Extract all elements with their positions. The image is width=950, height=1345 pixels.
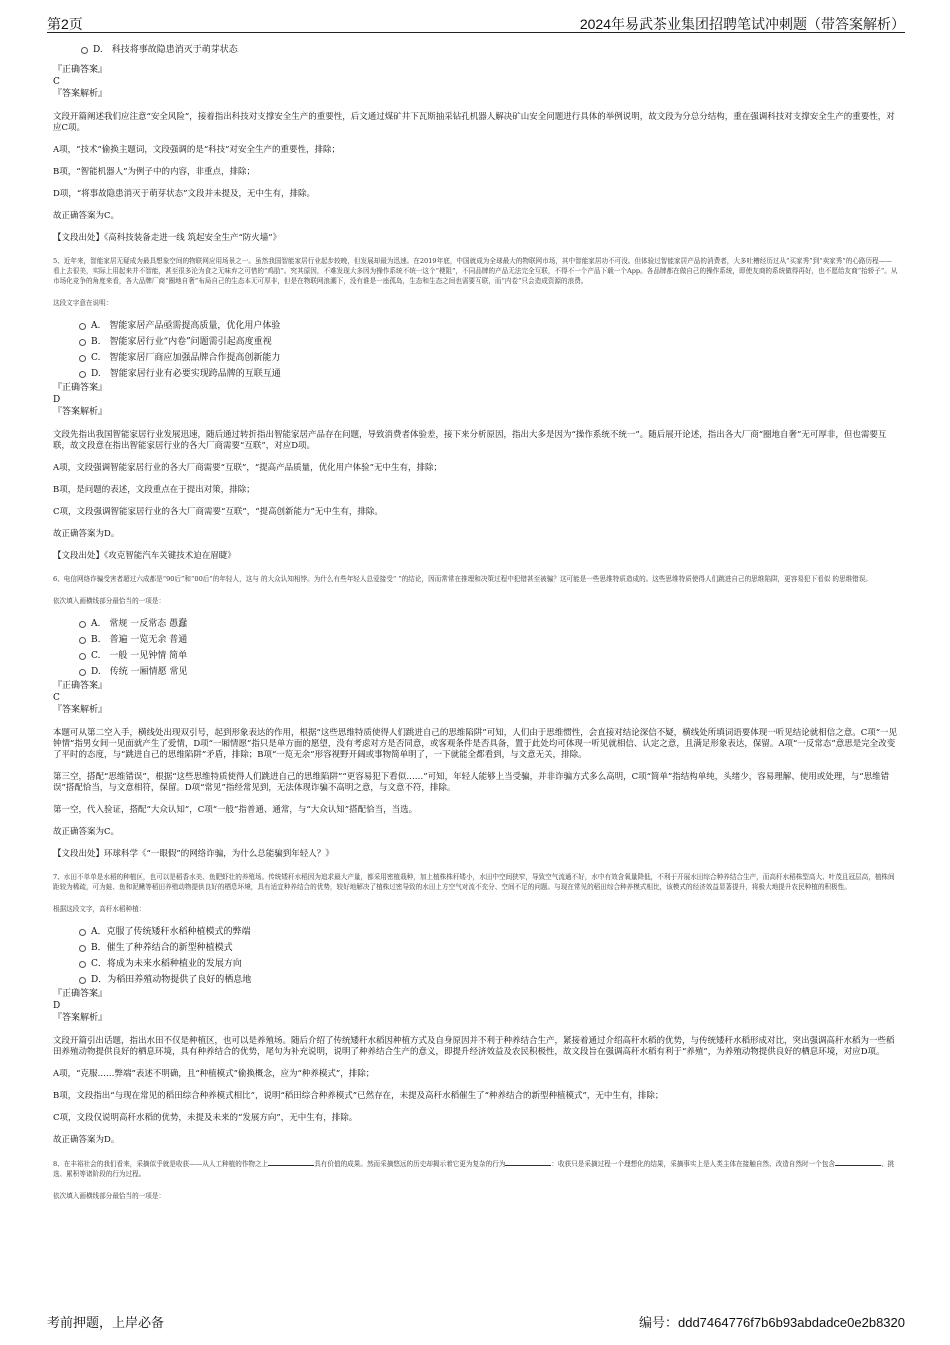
analysis-option-a: A项，“克服……弊端”表述不明确，且“种植模式”偷换概念，应为“种养模式”，排除； — [53, 1069, 375, 1079]
question-text-part: 、挑选、累积等诸阶段的行为过程。 — [53, 1160, 895, 1178]
option-label: B．催生了种养结合的新型种植模式 — [91, 943, 233, 953]
option-label: C. 一般 一见钟情 简单 — [91, 651, 188, 661]
option-b[interactable] — [53, 632, 898, 648]
correct-answer: C — [53, 77, 60, 87]
option-label: B. 普遍 一览无余 普通 — [91, 635, 188, 645]
conclusion: 故正确答案为C。 — [53, 211, 120, 221]
correct-answer-label: 『正确答案』 — [53, 989, 108, 999]
option-label: A．克服了传统矮秆水稻种植模式的弊端 — [91, 927, 251, 937]
correct-answer-label: 『正确答案』 — [53, 681, 108, 691]
question-6-prompt: 依次填入画横线部分最恰当的一项是： — [53, 597, 166, 605]
question-7-options — [53, 924, 898, 988]
analysis-option-b: B项，是问题的表述，文段重点在于提出对策，排除； — [53, 485, 255, 495]
option-a[interactable] — [53, 318, 898, 334]
fill-blank — [268, 1158, 314, 1166]
option-label: D. 传统 一厢情愿 常见 — [91, 667, 188, 677]
question-7-prompt: 根据这段文字，高秆水稻种植： — [53, 905, 146, 913]
conclusion: 故正确答案为C。 — [53, 827, 120, 837]
conclusion: 故正确答案为D。 — [53, 529, 120, 539]
question-5-prompt: 这段文字意在说明： — [53, 299, 113, 307]
fill-blank — [835, 1158, 881, 1166]
analysis-option-c: C项，文段仅说明高秆水稻的优势，未提及未来的“发展方向”，无中生有，排除。 — [53, 1113, 358, 1123]
correct-answer-label: 『正确答案』 — [53, 65, 108, 75]
analysis-text: 文段开篇阐述我们应注意“安全风险”，接着指出科技对支撑安全生产的重要性，后文通过煤矿井下瓦斯抽采钻孔机器人解决矿山安全问题进行具体的举例说明，故文段为分总分结构，重在强调科技对支撑安全生产的重要性，对应C项。 — [53, 112, 895, 133]
question-7-text: 7、水田不单单是水稻的种植区，也可以是稻香水美、鱼肥虾壮的养殖场。传统矮秆水稻因为追求最大产量，都采用密植栽种，加上植株株秆矮小，水田中空间狭窄，导致空气流通不好，水中有效含氧量降低，不利于开展水田综合种养结合生产，而高秆水稻株型高大、叶茂且冠层高，植株间距较为稀疏，可为蛙、鱼和泥鳅等稻田养殖动物提供良好的栖息环境，具有适宜种养结合的优势，较好地解决了植株过密导致的水田上方空气对流不充分、空间不足的问题。与现在常见的稻田综合种养模式相比，该模式的经济效益显著提升，将极大地提升农民种植的积极性。 — [53, 873, 895, 891]
option-b[interactable] — [53, 940, 898, 956]
option-d[interactable] — [53, 664, 898, 680]
option-label: D．为稻田养殖动物提供了良好的栖息地 — [91, 975, 252, 985]
option-label: A. 智能家居产品亟需提高质量，优化用户体验 — [91, 321, 281, 331]
footer-slogan: 考前押题，上岸必备 — [47, 1315, 165, 1330]
option-label: C．将成为未来水稻种植业的发展方向 — [91, 959, 242, 969]
document-title: 2024年易武茶业集团招聘笔试冲刺题（带答案解析） — [579, 16, 905, 32]
analysis-option-b: B项，“智能机器人”为例子中的内容，非重点，排除； — [53, 167, 255, 177]
source: 【文段出处】《高科技装备走进一线 筑起安全生产“防火墙”》 — [53, 233, 282, 243]
question-5-text: 5、近年来，智能家居无疑成为最具想象空间的物联网应用场景之一。虽然我国智能家居行业起步较晚，但发展却最为迅速。在2019年底，中国就成为全球最大的物联网市场，其中智能家居功不可没。但体验过智能家居产品的消费者，大多吐槽经历过从“买家秀”到“卖家秀”的心路历程——看上去很美，实际上用起来并不智能，甚至很多沦为食之无味弃之可惜的“鸡肋”。究其原因，不难发现大多因为操作系统不统一这个“梗阻”，不同品牌的产品无法完全互联，不得不一个产品下载一个App。各品牌都在做自己的操作系统，即使友商的系统做得再好，也不愿给友商“抬轿子”。从市场化竞争的角度来看，各大品牌厂商“圈地自奢”布局自己的生态本无可厚非，但是在物联网浪潮下，没有谁是一座孤岛，生态和生态之间也需要互联，而“内卷”只会造成资源的浪费。 — [53, 257, 898, 285]
option-label: D. 科技将事故隐患消灭于萌芽状态 — [93, 45, 238, 55]
question-8-text — [53, 1158, 898, 1179]
document-body — [53, 42, 898, 1201]
correct-answer-label: 『正确答案』 — [53, 383, 108, 393]
analysis-third-blank: 第三空，搭配“思维错误”，根据“这些思维特质使得人们跳进自己的思维陷阱”“更容易犯下看似……”可知，年轻人能够上当受骗，并非诈骗方式多么高明，C项“简单”指结构单纯，头绪少，容易理解、使用或处理，与“思维错误”搭配恰当，与文意相符，保留。D项“常见”指经常见到，无法体现诈骗不高明之意，与文意不符，排除。 — [53, 772, 890, 793]
analysis-option-d: D项，“将事故隐患消灭于萌芽状态”文段并未提及，无中生有，排除。 — [53, 189, 316, 199]
question-5-options — [53, 318, 898, 382]
analysis-option-a: A项，文段强调智能家居行业的各大厂商需要“互联”，“提高产品质量，优化用户体验”无中生有，排除； — [53, 463, 443, 473]
option-d[interactable] — [53, 972, 898, 988]
analysis-text: 文段先指出我国智能家居行业发展迅速，随后通过转折指出智能家居产品存在问题，导致消费者体验差，接下来分析原因，指出大多是因为“操作系统不统一”。随后展开论述，指出各大厂商“圈地自奢”无可厚非，但也需要互联，故文段意在指出智能家居行业的各大厂商需要“互联”，对应D项。 — [53, 430, 887, 451]
analysis-label: 『答案解析』 — [53, 705, 108, 715]
fill-blank — [505, 1158, 551, 1166]
option-d[interactable] — [55, 42, 898, 58]
option-b[interactable] — [53, 334, 898, 350]
page-header — [47, 12, 905, 33]
analysis-option-b: B项，文段指出“与现在常见的稻田综合种养模式相比”，说明“稻田综合种养模式”已然存在，未提及高秆水稻催生了“种养结合的新型种植模式”，无中生有，排除； — [53, 1091, 664, 1101]
analysis-text: 本题可从第二空入手，横线处出现双引号，起到形象表达的作用，根据“这些思维特质使得人们跳进自己的思维陷阱”可知，人们由于思维惯性，会直接对结论深信不疑，横线处所填词语要体现一听见结论就相信之意。C项“一见钟情”指男女间一见面就产生了爱情，D项“一厢情愿”指只是单方面的愿望，没有考虑对方是否同意，或客观条件是否具备，置于此处均可体现一听见就相信、认定之意，且满足形象表达，保留。A项“一反常态”意思是完全改变了平时的态度，与“跳进自己的思维陷阱”矛盾，排除；B项“一览无余”形容视野开阔或事物简单明了，一下就能全都看到，与文意无关，排除。 — [53, 728, 898, 760]
source: 【文段出处】《攻克智能汽车关键技术迫在眉睫》 — [53, 551, 236, 561]
analysis-label: 『答案解析』 — [53, 89, 108, 99]
analysis-first-blank: 第一空，代入验证，搭配“大众认知”，C项“一般”指普通、通常，与“大众认知”搭配恰当，当选。 — [53, 805, 418, 815]
question-8-prompt: 依次填入画横线部分最恰当的一项是： — [53, 1192, 166, 1200]
option-c[interactable] — [53, 648, 898, 664]
option-label: A. 常规 一反常态 愚蠢 — [91, 619, 188, 629]
question-text-part: 具有价值的成果。然而采摘悠远的历史却揭示着它更为复杂的行为 — [314, 1160, 506, 1168]
conclusion: 故正确答案为D。 — [53, 1135, 120, 1145]
question-text-part: ：收获只是采摘过程一个理想化的结果，采摘事实上是人类主体在接触自然、改造自然时一个包含 — [551, 1160, 835, 1168]
option-c[interactable] — [53, 350, 898, 366]
analysis-label: 『答案解析』 — [53, 1013, 108, 1023]
option-a[interactable] — [53, 616, 898, 632]
document-id: 编号：ddd7464776f7b6b93abdadce0e2b8320 — [638, 1315, 905, 1330]
correct-answer: D — [53, 395, 61, 405]
question-6-text: 6、电信网络诈骗受害者超过六成都是“90后”和“00后”的年轻人，这与 的大众认知相悖。为什么有些年轻人总爱接受“ ”的结论，因而常常在推理和决策过程中犯错甚至被骗？这可能是一些思维特质造成的。这些思维特质使得人们跳进自己的思维陷阱，更容易犯下看似 的思维错误。 — [53, 575, 872, 583]
analysis-text: 文段开篇引出话题，指出水田不仅是种植区，也可以是养殖场。随后介绍了传统矮秆水稻因种植方式及自身原因并不利于种养结合生产，紧接着通过介绍高秆水稻的优势，与传统矮秆水稻形成对比，突出强调高秆水稻为一些稻田养殖动物提供良好的栖息环境，具有种养结合的优势，尾句为补充说明，说明了种养结合生产的意义，即提升经济效益及农民积极性，故文段旨在强调高秆水稻有利于“养殖”，为养殖动物提供良好的栖息环境，对应D项。 — [53, 1036, 895, 1057]
question-text-part: 8、在丰裕社会的我们看来，采摘似乎就是收获——从人工种植的作物之上 — [53, 1160, 269, 1168]
option-label: D. 智能家居行业有必要实现跨品牌的互联互通 — [91, 369, 281, 379]
analysis-option-a: A项，“技术”偷换主题词，文段强调的是“科技”对安全生产的重要性，排除； — [53, 145, 341, 155]
option-a[interactable] — [53, 924, 898, 940]
correct-answer: C — [53, 693, 60, 703]
option-d[interactable] — [53, 366, 898, 382]
analysis-option-c: C项，文段强调智能家居行业的各大厂商需要“互联”，“提高创新能力”无中生有，排除。 — [53, 507, 383, 517]
analysis-label: 『答案解析』 — [53, 407, 108, 417]
option-label: B. 智能家居行业“内卷”问题需引起高度重视 — [91, 337, 272, 347]
correct-answer: D — [53, 1001, 61, 1011]
option-c[interactable] — [53, 956, 898, 972]
question-6-options — [53, 616, 898, 680]
page-number: 第2页 — [47, 16, 83, 32]
source: 【文段出处】环球科学《“一眼假”的网络诈骗，为什么总能骗到年轻人？》 — [53, 849, 334, 859]
option-label: C. 智能家居厂商应加强品牌合作提高创新能力 — [91, 353, 281, 363]
